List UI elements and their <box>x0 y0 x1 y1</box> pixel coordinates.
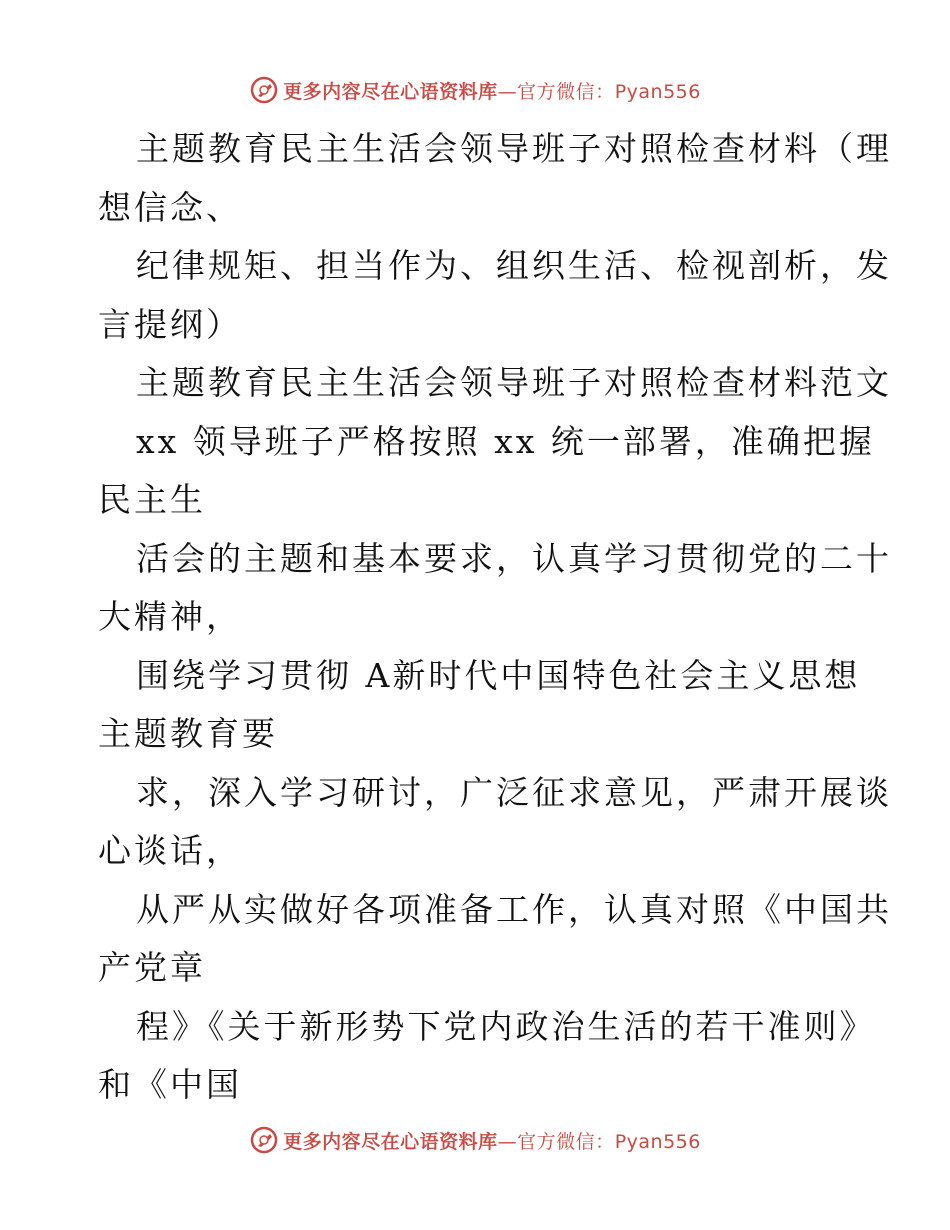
text-line: 主题教育民主生活会领导班子对照检查材料范文 <box>136 363 892 402</box>
text-line: 想信念、 <box>98 187 242 227</box>
text-line: 纪律规矩、担当作为、组织生活、检视剖析，发 <box>136 246 892 285</box>
watermark-official-label: 官方微信： <box>517 1130 615 1153</box>
feather-circle-logo-icon <box>249 1125 279 1155</box>
text-line: 主题教育民主生活会领导班子对照检查材料（理 <box>136 129 892 168</box>
footer-watermark <box>0 1122 950 1158</box>
watermark-separator: — <box>497 1130 518 1153</box>
watermark-handle: Pyan556 <box>614 80 701 103</box>
text-line: 心谈话， <box>98 831 242 870</box>
watermark-brand: 更多内容尽在心语资料库 <box>283 80 498 103</box>
document-body <box>98 120 892 1115</box>
text-line: 产党章 <box>98 948 206 987</box>
text-line: 民主生 <box>98 480 206 519</box>
watermark-text <box>283 1127 701 1154</box>
watermark-separator: — <box>497 80 518 103</box>
header-watermark <box>0 72 950 108</box>
text-line: 求，深入学习研讨，广泛征求意见，严肃开展谈 <box>136 772 892 812</box>
watermark-official-label: 官方微信： <box>517 80 615 103</box>
text-line: 主题教育要 <box>98 714 278 753</box>
text-line: 言提纲） <box>98 304 242 344</box>
watermark-brand: 更多内容尽在心语资料库 <box>283 1130 498 1153</box>
text-line: 和《中国 <box>98 1065 242 1104</box>
text-line: 从严从实做好各项准备工作，认真对照《中国共 <box>136 889 892 929</box>
watermark-handle: Pyan556 <box>614 1130 701 1153</box>
feather-circle-logo-icon <box>249 75 279 105</box>
text-line: 大精神， <box>98 597 242 636</box>
watermark-text <box>283 77 701 104</box>
text-line: 活会的主题和基本要求，认真学习贯彻党的二十 <box>136 538 892 578</box>
text-line: 程》《关于新形势下党内政治生活的若干准则》 <box>136 1006 876 1046</box>
text-line: 围绕学习贯彻 A新时代中国特色社会主义思想 <box>136 655 861 695</box>
text-line: xx 领导班子严格按照 xx 统一部署，准确把握 <box>136 421 875 461</box>
